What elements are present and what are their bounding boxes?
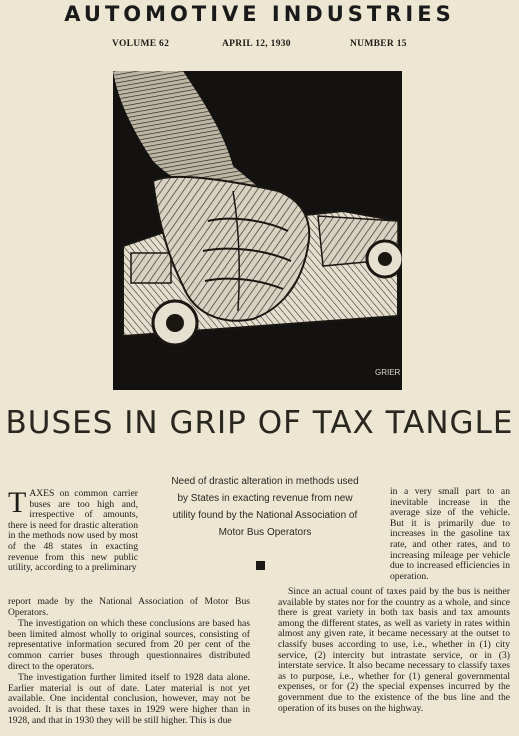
paragraph-2: The investigation on which these conclusions are based has been limited almost wholly to original sources, consisting of representative information secured from 20 per cent of the common carrier buses through questionnaires distributed direct to the operators. bbox=[8, 618, 250, 672]
masthead-title: AUTOMOTIVE INDUSTRIES bbox=[64, 2, 455, 26]
drop-cap: T bbox=[8, 486, 27, 519]
lead-continuation: report made by the National Association of Motor Bus Operators. bbox=[8, 596, 250, 618]
article-headline: BUSES IN GRIP OF TAX TANGLE bbox=[5, 405, 514, 441]
right-column-paragraph: Since an actual count of taxes paid by the bus is neither available by states nor for the country as a whole, and since there is great variety in both tax basis and tax amounts among the different states, as well as variety in rates within almost any given rate, it became necessary at the outset to classify buses according to use, i.e., whether in (1) city service, (2) intercity but intrastate service, or in (3) interstate service. It also became necessary to classify taxes as to purpose, i.e., whether for (1) general governmental expenses, or for (2) the special expenses incurred by the government due to the existence of the bus line and the operation of its buses on the highway. bbox=[278, 586, 510, 714]
issue-date: APRIL 12, 1930 bbox=[222, 39, 291, 49]
volume-label: VOLUME 62 bbox=[112, 39, 170, 49]
paragraph-3: The investigation further limited itself to 1928 data alone. Earlier material is out of date. Later material is not yet available. One incidental conclusion, however, may not be avoided. It is that these taxes in 1929 were higher than in 1928, and that in 1930 they will be still higher. This is due bbox=[8, 672, 250, 726]
artist-signature: GRIER bbox=[375, 368, 401, 377]
article-subhead: Need of drastic alteration in methods used by States in exacting revenue from new utility found by the National Association of Motor Bus Operators bbox=[171, 476, 359, 538]
issue-number: NUMBER 15 bbox=[350, 39, 407, 49]
section-bullet bbox=[256, 561, 265, 570]
right-column-top: in a very small part to an inevitable increase in the average size of the vehicle. But it is primarily due to increases in the gasoline tax rate, and other rates, and to increasing mileage per vehicle due to increased efficiencies in operation. bbox=[390, 486, 510, 582]
left-column-text bbox=[8, 597, 250, 726]
hand-gripping-bus-drawing bbox=[113, 71, 402, 390]
lead-paragraph bbox=[8, 486, 138, 574]
cover-illustration bbox=[113, 71, 402, 390]
lead-text: AXES on common carrier buses are too high and, irrespective of amounts, there is need for drastic alteration in the methods now used by most of the 48 states in exacting revenue from this new public utility, according to a preliminary bbox=[8, 488, 138, 574]
